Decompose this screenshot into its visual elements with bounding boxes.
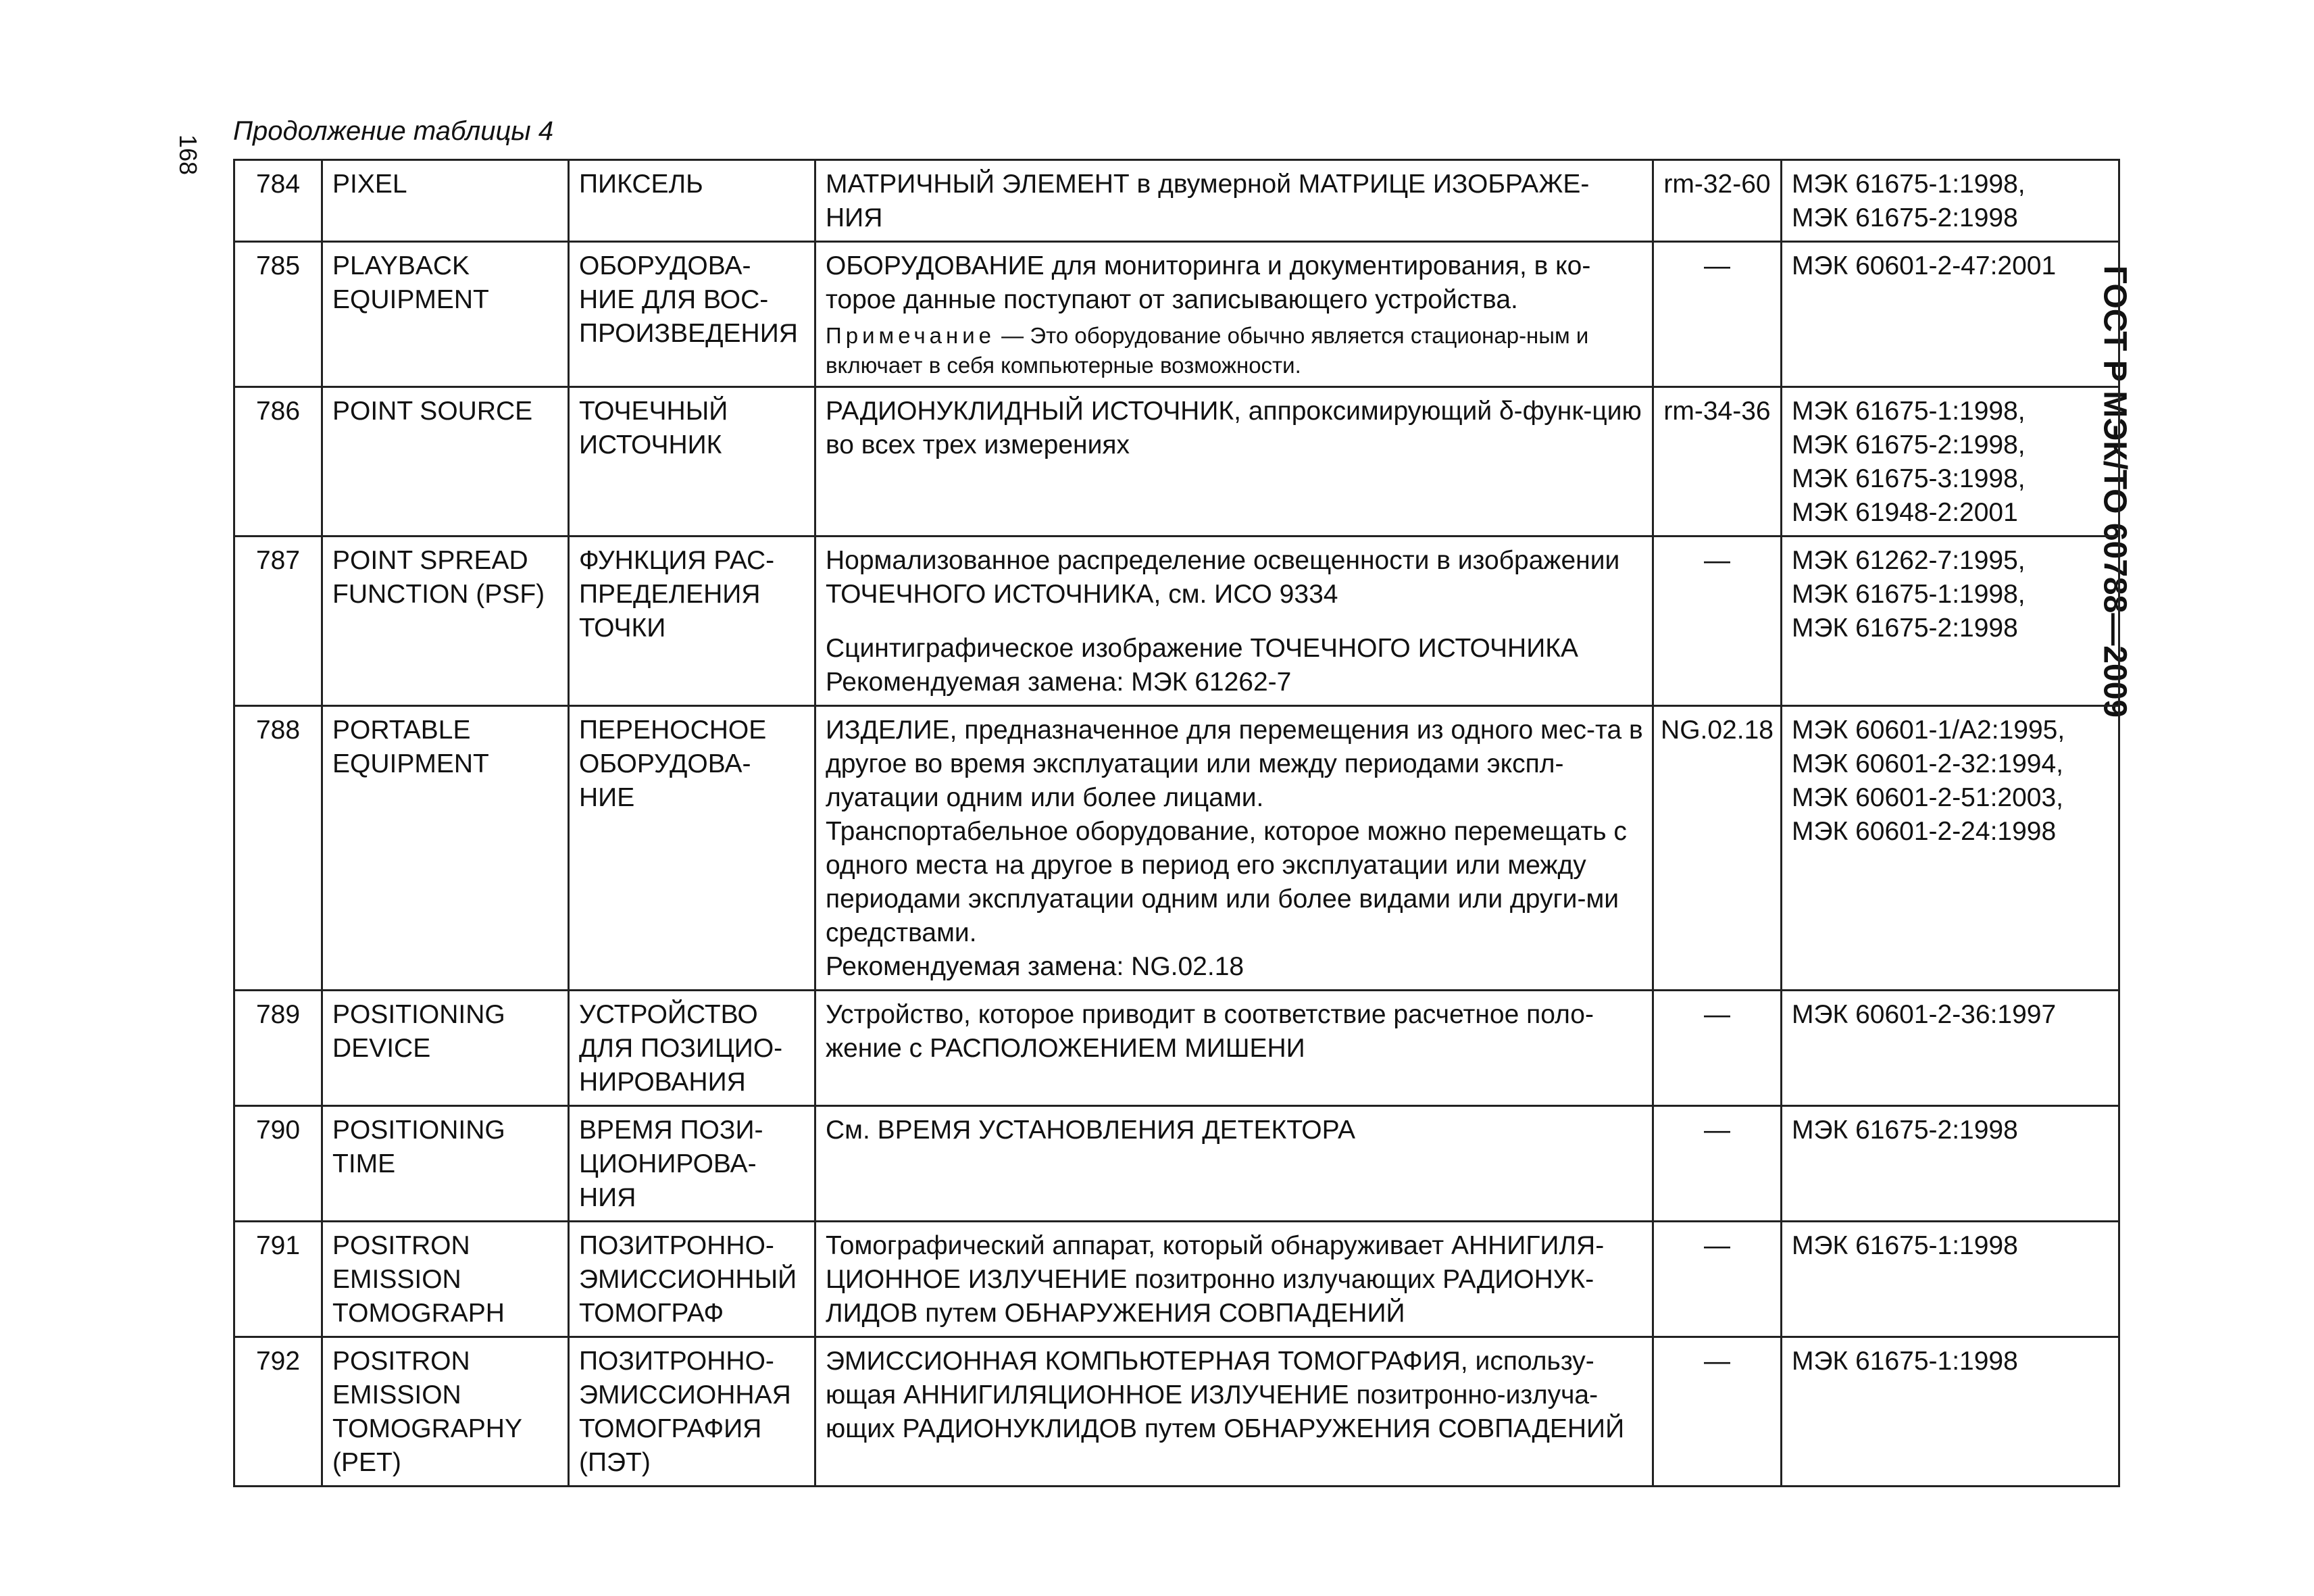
term-russian: ФУНКЦИЯ РАС-ПРЕДЕЛЕНИЯ ТОЧКИ: [569, 537, 815, 706]
table-row: [234, 387, 2119, 537]
page-number: 168: [174, 134, 202, 176]
table-row: [234, 1106, 2119, 1222]
definition-paragraph: Нормализованное распределение освещенности в изображении ТОЧЕЧНОГО ИСТОЧНИКА, см. ИСО 9334: [826, 546, 1620, 609]
definition-paragraph: ОБОРУДОВАНИЕ для мониторинга и документирования, в ко-торое данные поступают от записывающего устройства.: [826, 251, 1591, 314]
term-references: [1782, 160, 2119, 242]
definition-paragraph: Устройство, которое приводит в соответствие расчетное поло-жение с РАСПОЛОЖЕНИЕМ МИШЕНИ: [826, 1000, 1594, 1063]
table-row: [234, 1337, 2119, 1487]
table-row: [234, 706, 2119, 991]
term-definition: [815, 1106, 1653, 1222]
reference-item: МЭК 60601-2-24:1998: [1792, 817, 2057, 846]
term-english: PLAYBACK EQUIPMENT: [322, 242, 569, 387]
reference-item: МЭК 61675-2:1998,: [1792, 430, 2026, 459]
term-code: NG.02.18: [1653, 706, 1782, 991]
term-definition: [815, 706, 1653, 991]
terms-table: [233, 159, 2120, 1487]
term-english: POSITRON EMISSION TOMOGRAPHY (PET): [322, 1337, 569, 1487]
term-russian: ПИКСЕЛЬ: [569, 160, 815, 242]
term-number: 785: [234, 242, 322, 387]
definition-note: [826, 321, 1644, 380]
term-english: POSITRON EMISSION TOMOGRAPH: [322, 1222, 569, 1337]
reference-item: МЭК 61675-1:1998,: [1792, 397, 2026, 426]
term-code: —: [1653, 991, 1782, 1106]
term-english: PIXEL: [322, 160, 569, 242]
term-number: 787: [234, 537, 322, 706]
term-number: 790: [234, 1106, 322, 1222]
reference-item: МЭК 61262-7:1995,: [1792, 546, 2026, 575]
reference-item: МЭК 60601-2-32:1994,: [1792, 749, 2063, 778]
term-code: —: [1653, 242, 1782, 387]
table-row: [234, 991, 2119, 1106]
reference-item: МЭК 60601-2-51:2003,: [1792, 783, 2063, 812]
term-russian: ПОЗИТРОННО-ЭМИССИОННАЯ ТОМОГРАФИЯ (ПЭТ): [569, 1337, 815, 1487]
term-number: 792: [234, 1337, 322, 1487]
term-references: [1782, 537, 2119, 706]
term-definition: [815, 1337, 1653, 1487]
term-russian: УСТРОЙСТВО ДЛЯ ПОЗИЦИО-НИРОВАНИЯ: [569, 991, 815, 1106]
standard-title: ГОСТ Р МЭК/ТО 60788—2009: [2096, 265, 2133, 718]
term-references: [1782, 242, 2119, 387]
table-body: [234, 160, 2119, 1487]
definition-paragraph: Рекомендуемая замена: NG.02.18: [826, 952, 1244, 981]
reference-item: МЭК 61675-1:1998: [1792, 1347, 2018, 1376]
term-definition: [815, 160, 1653, 242]
reference-item: МЭК 61675-3:1998,: [1792, 464, 2026, 493]
term-references: [1782, 1337, 2119, 1487]
reference-item: МЭК 60601-2-47:2001: [1792, 251, 2057, 280]
term-code: rm-32-60: [1653, 160, 1782, 242]
term-definition: [815, 537, 1653, 706]
note-text: — Это оборудование обычно является стационар-ным и включает в себя компьютерные возможности.: [826, 323, 1589, 378]
table-row: [234, 537, 2119, 706]
term-number: 788: [234, 706, 322, 991]
reference-item: МЭК 61675-2:1998: [1792, 1116, 2018, 1145]
term-definition: [815, 242, 1653, 387]
definition-paragraph: Томографический аппарат, который обнаруживает АННИГИЛЯ-ЦИОННОЕ ИЗЛУЧЕНИЕ позитронно излучающих РАДИОНУК-ЛИДОВ путем ОБНАРУЖЕНИЯ СОВПАДЕНИЙ: [826, 1231, 1605, 1328]
term-english: POINT SPREAD FUNCTION (PSF): [322, 537, 569, 706]
definition-paragraph: МАТРИЧНЫЙ ЭЛЕМЕНТ в двумерной МАТРИЦЕ ИЗОБРАЖЕ-НИЯ: [826, 170, 1590, 232]
term-russian: ОБОРУДОВА-НИЕ ДЛЯ ВОС-ПРОИЗВЕДЕНИЯ: [569, 242, 815, 387]
term-english: POSITIONING DEVICE: [322, 991, 569, 1106]
definition-paragraph: См. ВРЕМЯ УСТАНОВЛЕНИЯ ДЕТЕКТОРА: [826, 1116, 1356, 1145]
term-english: PORTABLE EQUIPMENT: [322, 706, 569, 991]
term-number: 789: [234, 991, 322, 1106]
table-caption: Продолжение таблицы 4: [233, 116, 554, 146]
definition-paragraph: ИЗДЕЛИЕ, предназначенное для перемещения из одного мес-та в другое во время эксплуатации или между периодами экспл-луатации одним или более лицами.: [826, 716, 1643, 812]
term-definition: [815, 1222, 1653, 1337]
term-english: POINT SOURCE: [322, 387, 569, 537]
reference-item: МЭК 61675-1:1998,: [1792, 170, 2026, 199]
note-label: Примечание: [826, 323, 996, 348]
term-russian: ТОЧЕЧНЫЙ ИСТОЧНИК: [569, 387, 815, 537]
term-russian: ПЕРЕНОСНОЕ ОБОРУДОВА-НИЕ: [569, 706, 815, 991]
term-code: —: [1653, 537, 1782, 706]
term-code: —: [1653, 1222, 1782, 1337]
table-row: [234, 242, 2119, 387]
term-references: [1782, 991, 2119, 1106]
reference-item: МЭК 61675-1:1998: [1792, 1231, 2018, 1260]
definition-paragraph: Сцинтиграфическое изображение ТОЧЕЧНОГО ИСТОЧНИКА Рекомендуемая замена: МЭК 61262-7: [826, 634, 1578, 697]
table-row: [234, 160, 2119, 242]
term-number: 791: [234, 1222, 322, 1337]
definition-paragraph: РАДИОНУКЛИДНЫЙ ИСТОЧНИК, аппроксимирующий δ-функ-цию во всех трех измерениях: [826, 397, 1642, 459]
reference-item: МЭК 61675-1:1998,: [1792, 580, 2026, 609]
term-references: [1782, 1222, 2119, 1337]
term-code: —: [1653, 1337, 1782, 1487]
term-russian: ВРЕМЯ ПОЗИ-ЦИОНИРОВА-НИЯ: [569, 1106, 815, 1222]
term-definition: [815, 991, 1653, 1106]
term-references: [1782, 1106, 2119, 1222]
term-number: 786: [234, 387, 322, 537]
reference-item: МЭК 61675-2:1998: [1792, 203, 2018, 232]
term-code: rm-34-36: [1653, 387, 1782, 537]
definition-paragraph: Транспортабельное оборудование, которое можно перемещать с одного места на другое в период его эксплуатации или между периодами эксплуатации одним или более видами или други-ми средствами.: [826, 817, 1627, 947]
term-references: [1782, 706, 2119, 991]
term-code: —: [1653, 1106, 1782, 1222]
reference-item: МЭК 60601-2-36:1997: [1792, 1000, 2057, 1029]
reference-item: МЭК 61948-2:2001: [1792, 498, 2018, 527]
definition-paragraph: ЭМИССИОННАЯ КОМПЬЮТЕРНАЯ ТОМОГРАФИЯ, использу-ющая АННИГИЛЯЦИОННОЕ ИЗЛУЧЕНИЕ позитронно-излуча-ющих РАДИОНУКЛИДОВ путем ОБНАРУЖЕНИЯ СОВПАДЕНИЙ: [826, 1347, 1625, 1443]
term-references: [1782, 387, 2119, 537]
term-definition: [815, 387, 1653, 537]
reference-item: МЭК 60601-1/А2:1995,: [1792, 716, 2065, 745]
term-english: POSITIONING TIME: [322, 1106, 569, 1222]
term-number: 784: [234, 160, 322, 242]
reference-item: МЭК 61675-2:1998: [1792, 614, 2018, 643]
term-russian: ПОЗИТРОННО-ЭМИССИОННЫЙ ТОМОГРАФ: [569, 1222, 815, 1337]
table-row: [234, 1222, 2119, 1337]
